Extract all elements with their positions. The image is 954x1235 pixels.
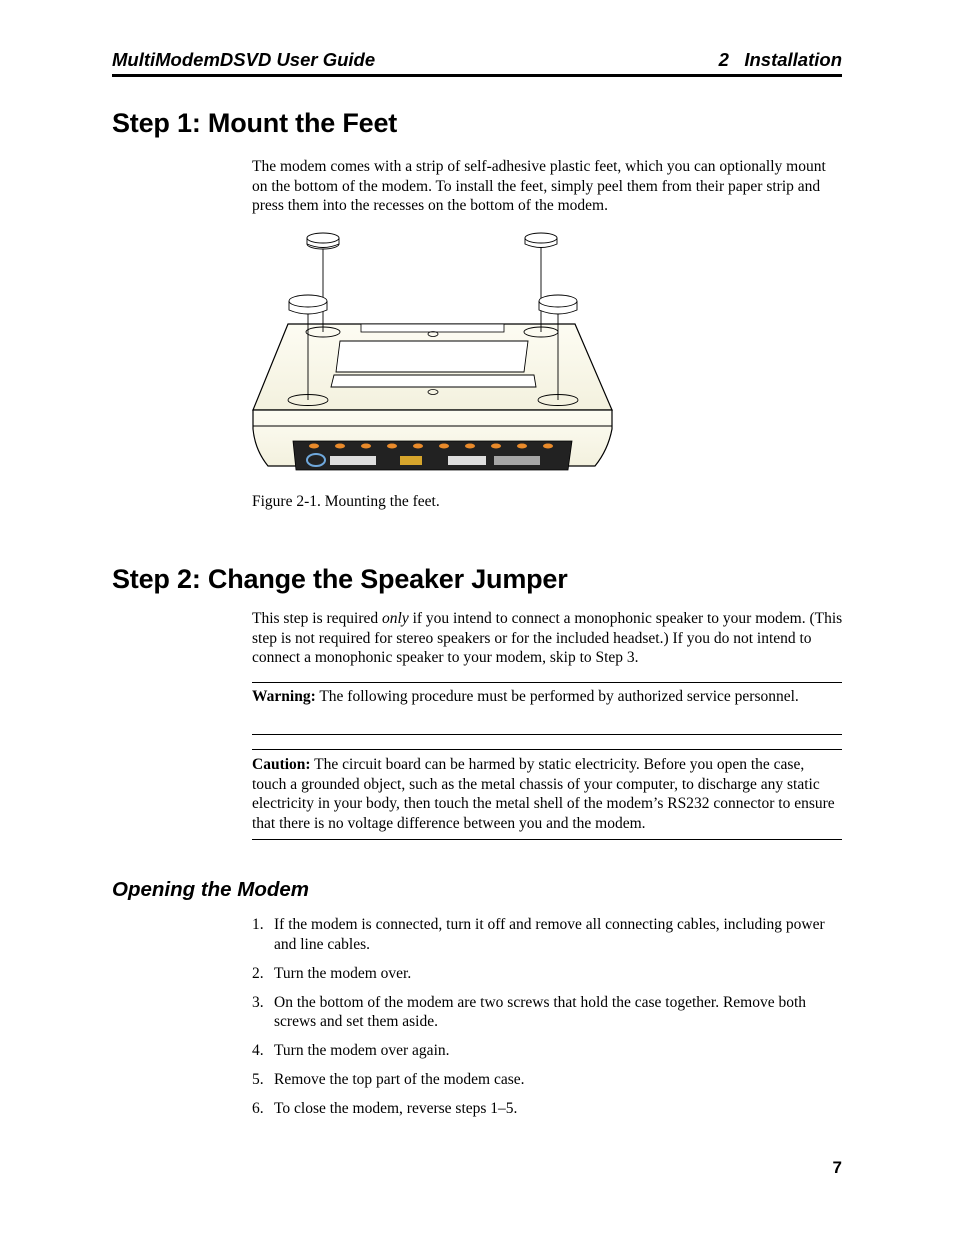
opening-steps-list	[252, 915, 844, 1128]
foot-top-right	[525, 233, 557, 332]
list-item: 3. On the bottom of the modem are two screws that hold the case together. Remove both screws and set them aside.	[252, 993, 807, 1030]
caution-top-rule	[252, 749, 842, 750]
running-header-chapter: 2 Installation	[718, 49, 842, 70]
step2-paragraph: This step is required only if you intend to connect a monophonic speaker to your modem. (This step is not required for stereo speakers or for the included headset.) If you do not intend to connect a monophonic speaker to your modem, skip to Step 3.	[252, 610, 843, 666]
caution-note: Caution: The circuit board can be harmed by static electricity. Before you open the case, touch a grounded object, such as the metal chassis of your computer, to discharge any static electricity in your body, then touch the metal shell of the modem’s RS232 connector to ensure that there is no voltage difference between you and the modem.	[252, 756, 835, 832]
caution-bottom-rule	[252, 839, 842, 840]
page-number: 7	[832, 1158, 842, 1177]
list-item: 6. To close the modem, reverse steps 1–5.	[252, 1100, 518, 1117]
foot-top-left	[307, 233, 339, 332]
list-item: 4. Turn the modem over again.	[252, 1042, 450, 1059]
modem-feet-illustration	[250, 228, 615, 476]
section-heading-step1: Step 1: Mount the Feet	[112, 108, 398, 138]
warning-note: Warning: The following procedure must be performed by authorized service personnel.	[252, 688, 799, 705]
list-item: 1. If the modem is connected, turn it off and remove all connecting cables, including power and line cables.	[252, 916, 825, 953]
figure-caption: Figure 2-1. Mounting the feet.	[252, 493, 440, 510]
modem-front-face	[253, 410, 612, 470]
caution-label: Caution:	[252, 756, 311, 773]
warning-label: Warning:	[252, 688, 316, 705]
emphasis-only: only	[382, 610, 409, 627]
warning-top-rule	[252, 682, 842, 683]
section-heading-step2: Step 2: Change the Speaker Jumper	[112, 564, 568, 594]
running-header-title: MultiModemDSVD User Guide	[112, 49, 376, 70]
warning-bottom-rule	[252, 734, 842, 735]
list-item: 5. Remove the top part of the modem case.	[252, 1071, 525, 1088]
subsection-heading-opening: Opening the Modem	[112, 878, 310, 901]
header-rule	[112, 74, 842, 77]
step1-paragraph: The modem comes with a strip of self-adhesive plastic feet, which you can optionally mount on the bottom of the modem. To install the feet, simply peel them from their paper strip and press them into the recesses on the bottom of the modem.	[252, 158, 826, 214]
list-item: 2. Turn the modem over.	[252, 964, 412, 982]
